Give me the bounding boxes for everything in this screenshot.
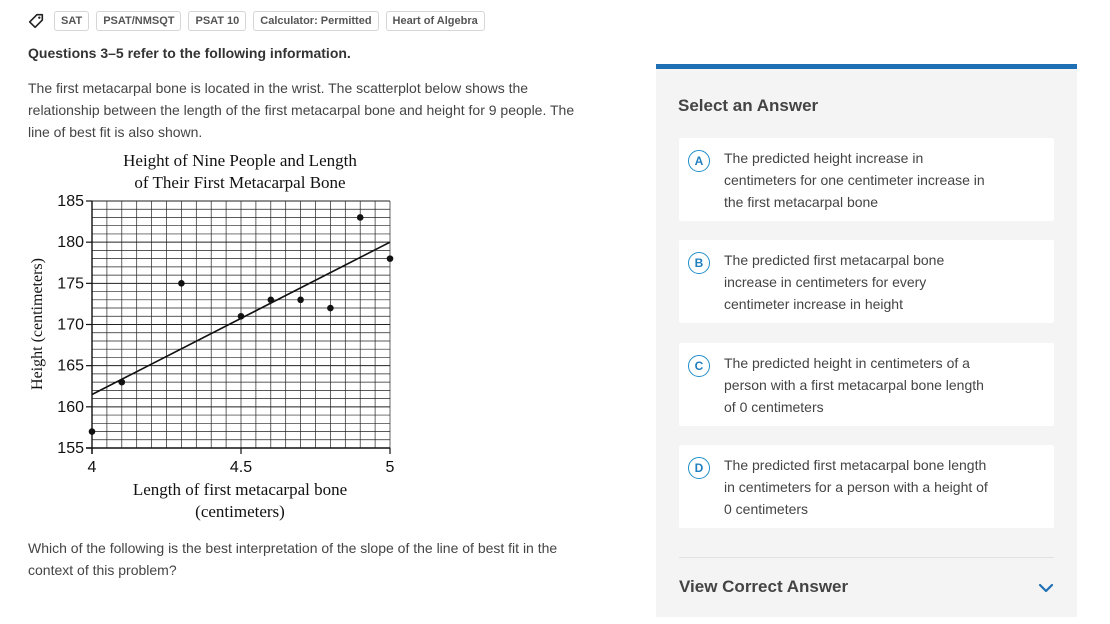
data-point (387, 255, 394, 262)
data-point (268, 297, 275, 304)
option-line: 0 centimeters (724, 501, 809, 517)
option-line: of 0 centimeters (724, 399, 824, 415)
question-line: context of this problem? (28, 562, 177, 578)
answer-option-b[interactable] (679, 240, 1054, 323)
tag-sat[interactable]: SAT (54, 11, 89, 31)
tag-icon (27, 12, 45, 30)
option-line: increase in centimeters for every (724, 274, 927, 290)
answer-option-d[interactable] (679, 445, 1054, 528)
tag-row (27, 11, 485, 31)
option-line: The predicted height increase in (724, 150, 924, 166)
option-line: centimeter increase in height (724, 296, 903, 312)
x-tick-label: 4 (87, 459, 97, 476)
answer-panel (656, 64, 1077, 617)
x-tick-label: 4.5 (229, 459, 253, 476)
chart-title-line: of Their First Metacarpal Bone (134, 173, 346, 192)
data-point (238, 313, 245, 320)
data-point (297, 297, 304, 304)
option-line: The predicted first metacarpal bone length (724, 457, 987, 473)
passage-line: relationship between the length of the first metacarpal bone and height for 9 people. The (28, 102, 575, 118)
question-line: Which of the following is the best interpretation of the slope of the line of best fit in the (28, 540, 558, 556)
x-axis-label-line: (centimeters) (195, 502, 285, 521)
option-letter-d: D (688, 457, 710, 479)
chart-grid (86, 201, 390, 454)
divider (679, 557, 1054, 558)
data-point (357, 214, 364, 221)
option-line: in centimeters for a person with a height of (724, 479, 988, 495)
tag-heart-of-algebra[interactable]: Heart of Algebra (386, 11, 485, 31)
data-point (89, 428, 96, 435)
chart-title-line: Height of Nine People and Length (123, 151, 357, 170)
option-text-d (724, 454, 1024, 520)
view-correct-answer-label: View Correct Answer (679, 577, 849, 596)
answer-option-c[interactable] (679, 343, 1054, 426)
y-axis-label: Height (centimeters) (29, 258, 46, 390)
question-set-header: Questions 3–5 refer to the following information. (28, 45, 351, 61)
y-tick-label: 180 (57, 234, 84, 252)
y-tick-label: 165 (57, 357, 84, 375)
data-point (178, 280, 185, 287)
option-line: centimeters for one centimeter increase in (724, 172, 985, 188)
tag-psat-10[interactable]: PSAT 10 (188, 11, 246, 31)
option-line: The predicted height in centimeters of a (724, 355, 970, 371)
tag-psat-nmsqt[interactable]: PSAT/NMSQT (96, 11, 181, 31)
x-tick-labels (88, 448, 395, 476)
y-tick-labels (57, 193, 92, 457)
option-line: The predicted first metacarpal bone (724, 252, 945, 268)
question-prompt (28, 537, 618, 581)
option-letter-c: C (688, 355, 710, 377)
y-tick-label: 155 (57, 440, 84, 457)
option-letter-a: A (688, 150, 710, 172)
tag-calculator[interactable]: Calculator: Permitted (253, 11, 378, 31)
passage-line: The first metacarpal bone is located in the wrist. The scatterplot below shows the (28, 80, 529, 96)
option-line: the first metacarpal bone (724, 194, 879, 210)
passage-line: line of best fit is also shown. (28, 124, 203, 140)
option-letter-b: B (688, 252, 710, 274)
y-tick-label: 185 (57, 193, 84, 210)
answer-panel-title: Select an Answer (678, 96, 819, 115)
y-tick-label: 170 (57, 316, 84, 334)
data-point (119, 379, 126, 386)
option-text-b (724, 249, 1024, 315)
y-tick-label: 160 (57, 398, 84, 416)
option-text-c (724, 352, 1024, 418)
answer-option-a[interactable] (679, 138, 1054, 221)
option-line: person with a first metacarpal bone length (724, 377, 984, 393)
x-tick-label: 5 (385, 459, 395, 476)
option-text-a (724, 147, 1024, 213)
x-axis-label-line: Length of first metacarpal bone (132, 480, 348, 499)
view-correct-answer-toggle[interactable] (679, 577, 1054, 603)
y-tick-label: 175 (57, 275, 84, 293)
data-point (327, 305, 334, 312)
passage (28, 77, 628, 143)
chevron-down-icon (1038, 580, 1054, 596)
scatterplot-chart (26, 146, 406, 526)
